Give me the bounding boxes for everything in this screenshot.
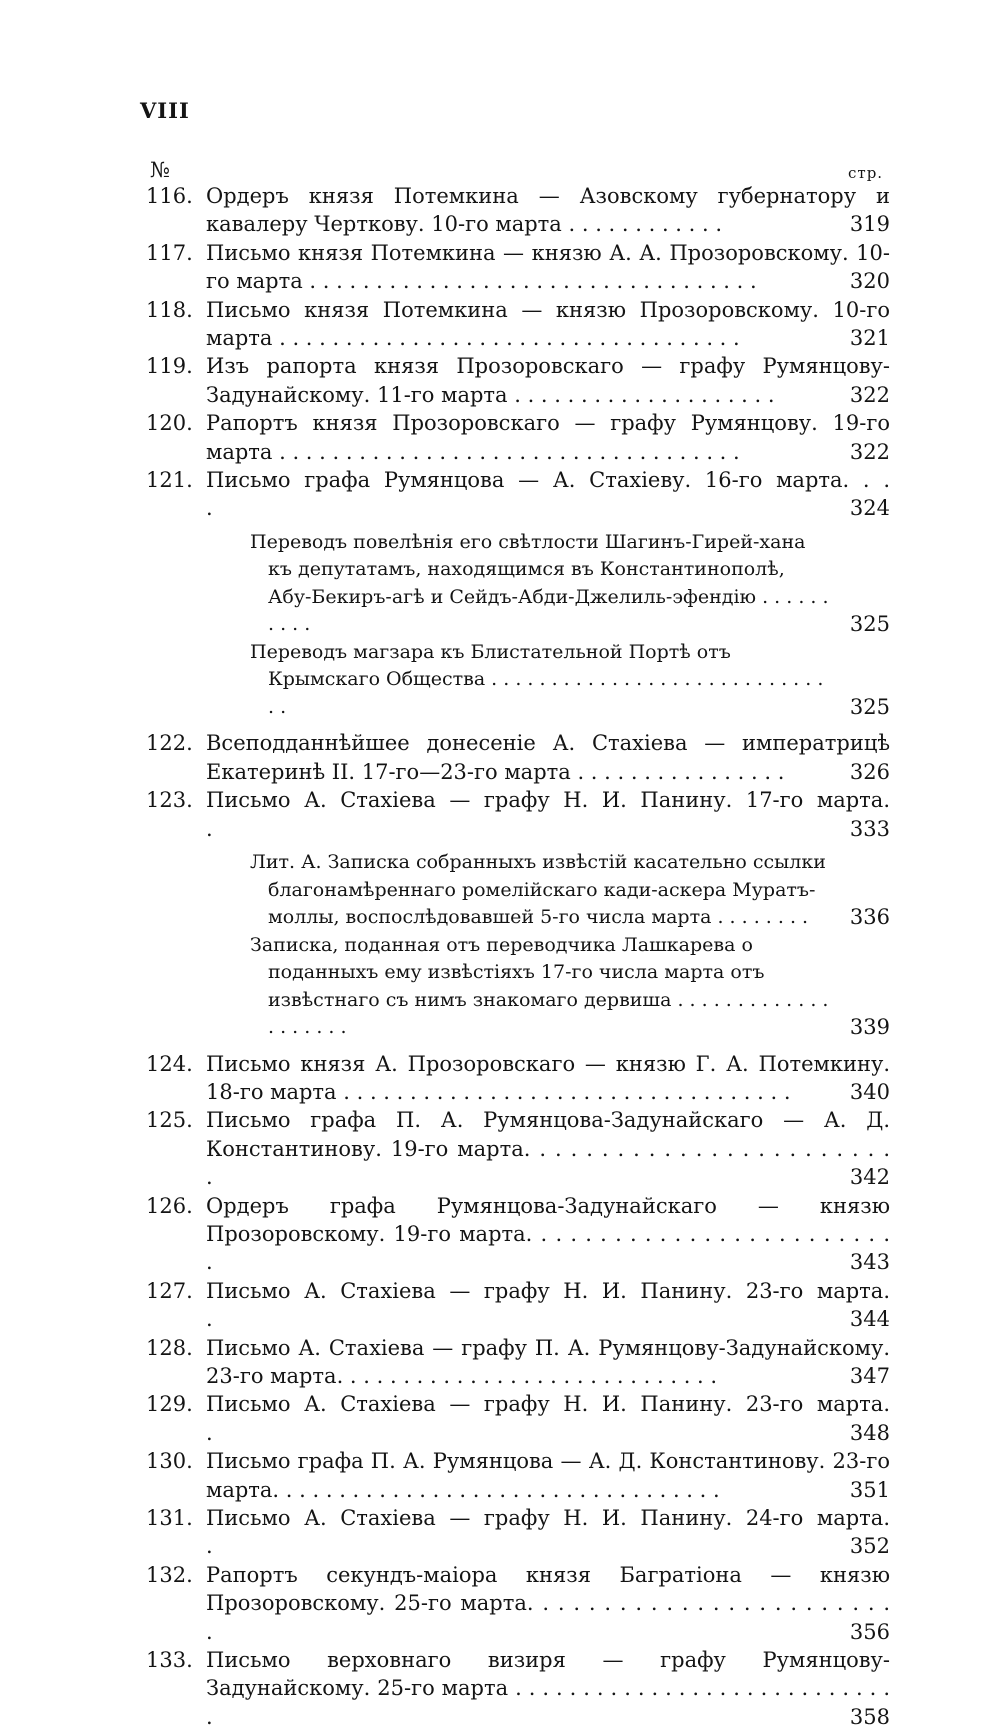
entry-number: 116. — [146, 184, 193, 208]
entry-page: 342 — [849, 1165, 890, 1190]
entry-number: 117. — [146, 240, 193, 265]
entry-page: 347 — [849, 1363, 890, 1388]
entry-page: 320 — [849, 269, 890, 294]
entry-title: Письмо князя Потемкина — князю А. А. Прозоровскому. 10-го марта . . . . . . . . . . . . . . . . . . . . . . . . . . . . . . . . . . — [206, 240, 890, 294]
toc-entry — [0, 466, 890, 523]
entry-title: Письмо А. Стахіева — графу Н. И. Панину. 24-го марта. . — [206, 1506, 890, 1559]
entry-number: 132. — [146, 1562, 193, 1587]
entry-title: Письмо графа П. А. Румянцова-Задунайскаго — А. Д. Константинову. 19-го марта. . . . . . . . . . . . . . . . . . . . . . . . . — [206, 1108, 890, 1190]
subentry-page: 325 — [849, 694, 890, 719]
entry-title: Ордеръ князя Потемкина — Азовскому губернатору и кавалеру Черткову. 10-го марта . . . . . . . . . . . . — [206, 184, 890, 237]
subentry-page: 325 — [849, 612, 890, 637]
entry-page: 352 — [849, 1534, 890, 1559]
entry-title: Письмо А. Стахіева — графу П. А. Румянцову-Задунайскому. 23-го марта. . . . . . . . . . . . . . . . . . . . . . . . . . . . . — [206, 1335, 890, 1388]
entry-number: 121. — [146, 468, 193, 493]
toc-entry — [0, 1277, 890, 1334]
entry-page: 343 — [849, 1250, 890, 1275]
page-column-header: стр. — [848, 164, 884, 182]
entry-title: Письмо князя А. Прозоровскаго — князю Г. А. Потемкину. 18-го марта . . . . . . . . . . . . . . . . . . . . . . . . . . . . . . . . . . — [206, 1051, 890, 1104]
toc-entry — [0, 1334, 890, 1391]
entry-number: 118. — [146, 297, 193, 322]
table-of-contents — [0, 182, 1000, 1731]
toc-entry — [0, 239, 890, 296]
entry-page: 322 — [849, 382, 890, 407]
entry-number: 130. — [146, 1449, 193, 1474]
toc-entry — [0, 1192, 890, 1277]
toc-entry — [0, 1646, 890, 1731]
entry-page: 344 — [849, 1307, 890, 1332]
entry-number: 123. — [146, 788, 193, 813]
entry-number: 120. — [146, 411, 193, 436]
subentry-title: Переводъ повелѣнія его свѣтлости Шагинъ-Гирей-хана къ депутатамъ, находящимся въ Константинополѣ, Абу-Бекиръ-агѣ и Сейдъ-Абди-Джелиль-эфендію . . . . . . . . . . — [250, 530, 829, 636]
entry-page: 319 — [849, 212, 890, 237]
number-column-header: № — [150, 158, 170, 182]
entry-title: Письмо А. Стахіева — графу Н. И. Панину. 17-го марта. . — [206, 788, 890, 841]
entry-number: 125. — [146, 1108, 193, 1133]
entry-number: 129. — [146, 1392, 193, 1417]
toc-entry — [0, 352, 890, 409]
entry-page: 348 — [849, 1420, 890, 1445]
entry-number: 126. — [146, 1193, 193, 1218]
entry-title: Письмо верховнаго визиря — графу Румянцову-Задунайскому. 25-го марта . . . . . . . . . . . . . . . . . . . . . . . . . . . . . — [206, 1648, 890, 1729]
entry-number: 127. — [146, 1278, 193, 1303]
entry-title: Рапортъ князя Прозоровскаго — графу Румянцову. 19-го марта . . . . . . . . . . . . . . . . . . . . . . . . . . . . . . . . . . . — [206, 411, 890, 464]
page-folio: VIII — [140, 98, 190, 123]
toc-entry — [0, 182, 890, 239]
entry-number: 122. — [146, 731, 193, 756]
subentry-title: Лит. А. Записка собранныхъ извѣстій касательно ссылки благонамѣреннаго ромелійскаго кади-аскера Муратъ-моллы, воспослѣдовавшей 5-го числа марта . . . . . . . . — [250, 851, 826, 928]
toc-subentry — [0, 529, 890, 639]
entry-title: Письмо А. Стахіева — графу Н. И. Панину. 23-го марта. . — [206, 1278, 890, 1332]
entry-title: Всеподданнѣйшее донесеніе А. Стахіева — императрицѣ Екатеринѣ II. 17-го—23-го марта . . . . . . . . . . . . . . . . — [206, 731, 890, 784]
entry-number: 131. — [146, 1506, 193, 1530]
entry-page: 358 — [849, 1704, 890, 1729]
subentry-page: 339 — [849, 1015, 890, 1039]
toc-entry — [0, 729, 890, 786]
entry-title: Рапортъ секундъ-маіора князя Багратіона — князю Прозоровскому. 25-го марта. . . . . . . . . . . . . . . . . . . . . . . . . — [206, 1562, 890, 1644]
toc-entry — [0, 1504, 890, 1561]
toc-entry — [0, 1050, 890, 1107]
entry-title: Изъ рапорта князя Прозоровскаго — графу Румянцову-Задунайскому. 11-го марта . . . . . . . . . . . . . . . . . . . . — [206, 354, 890, 407]
entry-page: 326 — [849, 759, 890, 784]
toc-entry — [0, 1447, 890, 1504]
toc-subentry — [0, 849, 890, 932]
entry-page: 333 — [849, 816, 890, 841]
entry-page: 324 — [849, 496, 890, 521]
toc-subentry — [0, 932, 890, 1042]
entry-page: 351 — [849, 1477, 890, 1502]
toc-entry — [0, 1561, 890, 1646]
toc-entry — [0, 296, 890, 353]
entry-page: 356 — [849, 1619, 890, 1644]
entry-page: 340 — [849, 1079, 890, 1104]
toc-entry — [0, 1106, 890, 1191]
toc-entry — [0, 786, 890, 843]
entry-number: 119. — [146, 354, 193, 379]
subentry-page: 336 — [849, 905, 890, 929]
entry-title: Письмо графа Румянцова — А. Стахіеву. 16-го марта. . . . — [206, 468, 890, 521]
toc-entry — [0, 409, 890, 466]
entry-title: Письмо графа П. А. Румянцова — А. Д. Константинову. 23-го марта. . . . . . . . . . . . . . . . . . . . . . . . . . . . . . . . . . — [206, 1449, 890, 1502]
entry-page: 322 — [849, 439, 890, 464]
subentry-title: Переводъ магзара къ Блистательной Портѣ отъ Крымскаго Общества . . . . . . . . . . . . . . . . . . . . . . . . . . . . . . — [250, 640, 824, 718]
entry-title: Ордеръ графа Румянцова-Задунайскаго — князю Прозоровскому. 19-го марта. . . . . . . . . . . . . . . . . . . . . . . . . . — [206, 1193, 890, 1275]
entry-title: Письмо А. Стахіева — графу Н. И. Панину. 23-го марта. . — [206, 1392, 890, 1445]
entry-title: Письмо князя Потемкина — князю Прозоровскому. 10-го марта . . . . . . . . . . . . . . . . . . . . . . . . . . . . . . . . . . . — [206, 297, 890, 351]
entry-number: 133. — [146, 1648, 193, 1673]
entry-number: 124. — [146, 1051, 193, 1076]
toc-entry — [0, 1390, 890, 1447]
subentry-title: Записка, поданная отъ переводчика Лашкарева о поданныхъ ему извѣстіяхъ 17-го числа марта отъ извѣстнаго съ нимъ знакомаго дервиша . . . . . . . . . . . . . . . . . . . . — [250, 933, 829, 1038]
toc-subentry — [0, 639, 890, 722]
entry-page: 321 — [849, 326, 890, 351]
entry-number: 128. — [146, 1335, 193, 1360]
